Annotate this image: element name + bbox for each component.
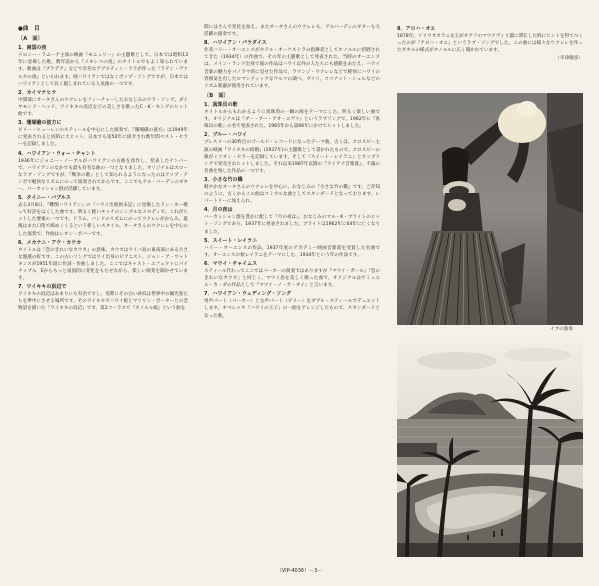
track-title: 6．マウイ・チャイムス: [204, 260, 258, 267]
column-3: [397, 24, 583, 63]
track-description: 中間部にオータさんのウクレレをフィーチャーしたおなじみのワラ・ソング。ダイヤモンド・ヘッド、ワイキキの浜辺などの美しさを歌ったC・K・キングのヒット曲です。: [18, 97, 188, 118]
track-description: スティール代わってここではパーカーの演奏ではありますが『マウイ・ガール』『恋のきれいなカウカ』と同じく、マウイ島を美しく歌った曲で、オリジナルはサミュエル・カ・ダの作品として『マウイ・ノ・カ・オイ』と言います。: [204, 269, 380, 289]
column-1: [18, 24, 188, 314]
photo-caption: イブの演奏: [550, 327, 573, 332]
track-description: ワイキキの浜辺はあまりにも有名ですし、実際にその白い砂浜は世界中の観光客たちを夢中にさせる場所です。そのワイキキでハワイ娘とマリリン・ポーターとの恋物語を描いた『ワイキキの浜辺』です。第2コーラスで『ホノルル娘』という曲を: [18, 292, 188, 312]
track-description: ドロシー・ラムーア主演の映画『モニュリー』の主題歌として、日本では昭和13年に登場した歌。数年前から『メキシコの夜』のタイトルでもよく知られています。歌曲は『プラデア』などで有名なアグスティン・ララが作った『ラテン・ヴァルカの夜』といわれます。純ハワイアンではなくポップ・ソングですが、日本ではハワイアンとして長く親しまれている人気曲の一つです。: [18, 53, 188, 87]
track-title: 6．メカナニ・アウ・カウカ: [18, 239, 82, 246]
track-description: ハリー・オーエンスの作品、1937年度のアカデミー映画音楽賞を受賞した名曲です。オーエンスの娘レイラニをテーマにした、1934年という年の作品です。: [204, 245, 380, 258]
side-b-heading: 〔B 面〕: [204, 92, 229, 99]
track-description: ビリー・ヒューレンのスティールを中心にした演奏で、『珊瑚礁の彼方』は1949年に発表されると同時に大ヒット。日本でも第50年に紹介され数年間ベスト・セラーを記録しました。: [18, 128, 188, 148]
track-description: 間にはさんで変化を加え、またオータさんのウクレレも、アルバーディのギターも大活躍の演奏です。: [204, 25, 380, 38]
author-credit: （早津敏彦）: [555, 56, 583, 62]
track-title: 2．カイマナヒラ: [18, 89, 57, 96]
track-description: バーカッション群を豊かに配して『月の夜は』。おなじみのマル・K・ブライトのヒット・ソングであり、1937年に発表されました。ブライトは1962年に64年に亡くなりました。: [204, 215, 381, 235]
track-title: 4．ハワイアン・ウォー・チャント: [18, 150, 96, 157]
track-title: 2．ブルー・ハワイ: [204, 132, 248, 139]
hula-dancer-photo: [397, 93, 583, 325]
contents-title: ●曲 目: [18, 26, 40, 32]
track-title: 3．珊瑚礁の彼方に: [18, 120, 62, 127]
track-title: 8．ハワイアン・パラダイス: [204, 40, 267, 47]
hula-dancer-image: [397, 93, 583, 325]
track-description: プレスリーの30枚目のゴールド・レコードになったテーマ曲。古くは、クロスビー主演の映画『ワイキキの結婚』(1937年)の主題歌として書かれたもので、クロスビーの歌がミリオン・セラーを記録しています。そして『スイート・レイラニ』とカップリングで発売されヒットしました。それ以来1987年以降の『ワイアナ音楽賞』、不滅の名曲を残した作品の一つです。: [204, 140, 380, 174]
track-description: 1878年、リリウオカラニ女王がオアフのマウナヴィリ邸に滞在した時にヒントを得てつくったのが『アロハ・オエ』というラブ・ソングでした。この曲には様々なウクレレを作ったギタルの様式がホノルルに広く開かれています。: [397, 34, 583, 54]
track-title: 3．小さな竹の橋: [204, 176, 243, 183]
track-description: タイトルからもわかるように真珠湾の一瞬の海をテーマにした、明るく楽しい曲です。オリジナルは『ブー・ブー・アオ・エヴァ』というラブソングで、1962年に『真珠貝の歌』の名で発表された。1965年から第66年にかけてヒットしました。: [204, 110, 380, 130]
track-description: 去る3月8日、『難倒ハワイアン』の『ハワイ出航始末記』に登場したドン・ホー歌って好評をはくした曲です。明るく軽いタッチのシンプルなメロディで、これがヒットした要素の一つです。ドラム、バンドのリズムにのってウクレレがからみ、最後はまた口笛で締めくくるという新しいスタイル。オータさんのウクレレを中心のした演奏で、作曲はレオン・ポバーです。: [18, 203, 188, 237]
track-description: 軽やかなオータさんのウクレレを中心に、おなじみの『小さな竹の橋』です。ご存知のように、古くからこの曲はコミカルな曲としてスタンダードとなっております。レパートリーに加えられ、: [204, 184, 380, 205]
track-title: 5．タイニー・バブルス: [18, 195, 71, 202]
beach-palms-photo: [397, 343, 583, 557]
track-title: 8．アロハ・オエ: [397, 26, 436, 32]
track-title: 7．ワイキキの浜辺で: [18, 284, 67, 291]
track-description: タイトルは『恋のきれいなカウカ』の意味。カウカはワイハ島の東南部にある小さな漁港の町です。この古いソングではワイ出身のピアニスト、ジョン・ア・ワットキンスが1951年頃に作詞・作曲しました。ここではキャスト・エフェクトにパイナップル、Eからもっと南国的に変化をもたせながら、楽しい演奏を聞かせています。: [18, 247, 188, 282]
column-2: [204, 24, 380, 321]
track-title: 1．南国の夜: [18, 45, 47, 52]
page-footer: （VIP-4036）－3－: [276, 568, 323, 574]
beach-palms-image: [397, 343, 583, 557]
track-description: 作者ハリー・オーエンスがホテル・オーケストラの指揮者としてホノルルに招聘されてきた（1934年）の作曲で、その年の主題歌として発表された、当時のオーエンスは、メイン・ランド出身で彼の作品はハワイ以外の人たちにも感銘をあたえ、ハワイ音楽の魅力をパノラマ的に見せた作品で、ラウンジ・ウクレレなどで軽快にハワイの雰囲気を出したロマンティックなワルツの調べ。ブイリ、ココナット・シェルなどのリズム楽器が使用されています。: [204, 48, 380, 89]
track-title: 1．真珠貝の歌: [204, 101, 238, 108]
track-title: 4．月の夜は: [204, 207, 233, 214]
track-description: 男声パート（パーカー）と女声パート（ビリー）をダブル・スティールでデュエットします。オペレッタ『ハワイの王子』の一曲をアレンジしたもので、スタンダードとなった歌。: [204, 299, 380, 319]
track-title: 7．ハワイアン・ウェディング・ソング: [204, 291, 292, 298]
track-description: 1936年にジョニー・ノーブルがハワイアンの古曲を改作し、発表したナンバーで、ハワイアンのなかでも最も有名な曲の一つとなりました。オリジナルはスローなラブ・ソングですが、『戦争の歌』として知られるようになったのはアップ・テンポで軽快なリズムにのって演奏されてからです。ここでもアル・バーディのギター、パーカッション群が活躍しています。: [18, 158, 188, 192]
side-a-heading: 〔A 面〕: [18, 36, 43, 43]
track-title: 5．スイート・レイラニ: [204, 237, 258, 244]
